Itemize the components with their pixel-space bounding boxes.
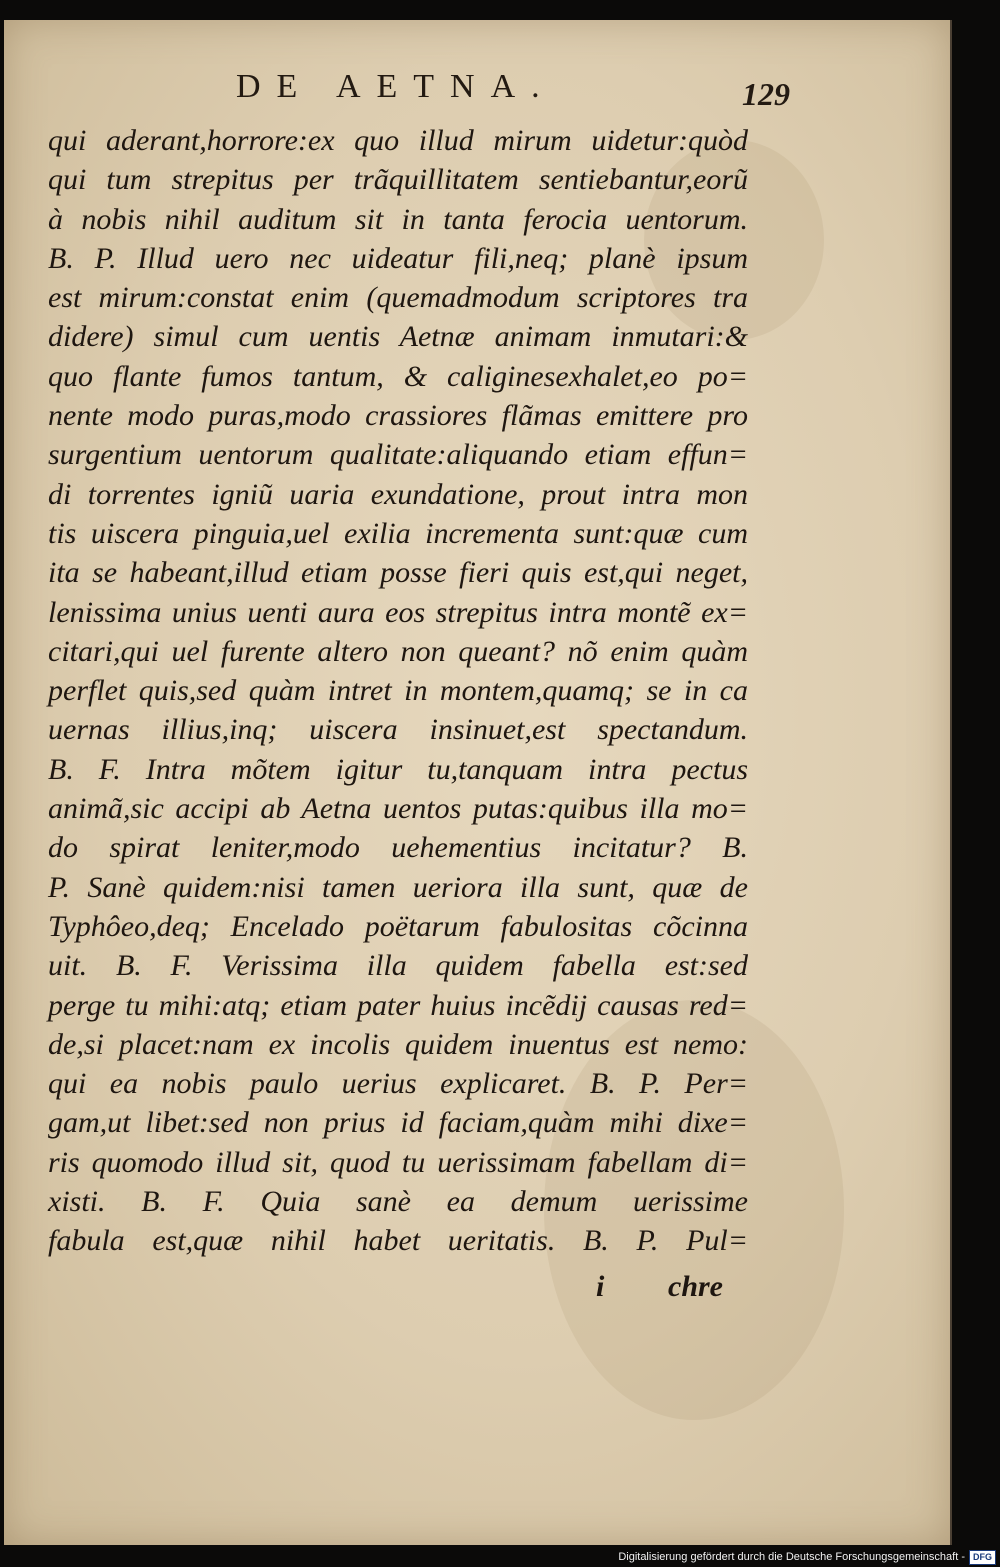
text-line: ris quomodo illud sit, quod tu uerissimam fabellam di= xyxy=(48,1145,748,1179)
text-line: P. Sanè quidem:nisi tamen ueriora illa sunt, quæ de xyxy=(48,870,748,904)
catchword: chre xyxy=(668,1270,723,1303)
text-line: do spirat leniter,modo uehementius incitatur? B. xyxy=(48,831,748,865)
signature-mark: i xyxy=(596,1270,605,1303)
text-line: surgentium uentorum qualitate:aliquando etiam effun= xyxy=(48,438,748,472)
text-line: lenissima unius uenti aura eos strepitus intra montẽ ex= xyxy=(48,595,748,629)
catchword-line xyxy=(590,1270,740,1310)
text-line: Typhôeo,deq; Encelado poëtarum fabulositas cõcinna xyxy=(48,909,748,943)
text-line: quo flante fumos tantum, & caliginesexhalet,eo po= xyxy=(48,359,748,393)
text-line: nente modo puras,modo crassiores flãmas emittere pro xyxy=(48,399,748,433)
text-line: gam,ut libet:sed non prius id faciam,quàm mihi dixe= xyxy=(48,1106,748,1140)
footer-credit xyxy=(618,1549,996,1565)
text-line: est mirum:constat enim (quemadmodum scriptores tra xyxy=(48,281,748,315)
text-line: qui ea nobis paulo uerius explicaret. B. P. Per= xyxy=(48,1067,748,1101)
text-line: ita se habeant,illud etiam posse fieri quis est,qui neget, xyxy=(48,556,748,590)
text-line: citari,qui uel furente altero non queant? nõ enim quàm xyxy=(48,634,748,668)
text-line: de,si placet:nam ex incolis quidem inuentus est nemo: xyxy=(48,1027,748,1061)
text-line: qui aderant,horrore:ex quo illud mirum uidetur:quòd xyxy=(48,124,748,157)
running-head: DE AETNA. xyxy=(236,68,556,105)
text-line: animã,sic accipi ab Aetna uentos putas:quibus illa mo= xyxy=(48,792,748,826)
funding-credit: Digitalisierung gefördert durch die Deutsche Forschungsgemeinschaft - xyxy=(618,1551,965,1563)
text-line: B. P. Illud uero nec uideatur fili,neq; planè ipsum xyxy=(48,241,748,275)
text-line: xisti. B. F. Quia sanè ea demum uerissime xyxy=(48,1185,748,1219)
text-line: à nobis nihil auditum sit in tanta ferocia uentorum. xyxy=(48,202,748,236)
text-line: didere) simul cum uentis Aetnæ animam inmutari:& xyxy=(48,320,748,354)
page-number: 129 xyxy=(742,76,790,112)
text-line: di torrentes igniũ uaria exundatione, prout intra mon xyxy=(48,477,748,511)
text-line: perflet quis,sed quàm intret in montem,quamq; se in ca xyxy=(48,674,748,708)
text-line: tis uiscera pinguia,uel exilia incrementa sunt:quæ cum xyxy=(48,516,748,550)
body-text xyxy=(48,121,748,1261)
dfg-logo-icon: DFG xyxy=(969,1550,996,1565)
text-line: B. F. Intra mõtem igitur tu,tanquam intra pectus xyxy=(48,752,748,786)
text-line: uernas illius,inq; uiscera insinuet,est spectandum. xyxy=(48,713,748,747)
text-line: uit. B. F. Verissima illa quidem fabella est:sed xyxy=(48,949,748,983)
text-line: fabula est,quæ nihil habet ueritatis. B. P. Pul= xyxy=(48,1224,748,1258)
text-line: perge tu mihi:atq; etiam pater huius incẽdij causas red= xyxy=(48,988,748,1022)
text-line: qui tum strepitus per trãquillitatem sentiebantur,eorũ xyxy=(48,163,748,197)
